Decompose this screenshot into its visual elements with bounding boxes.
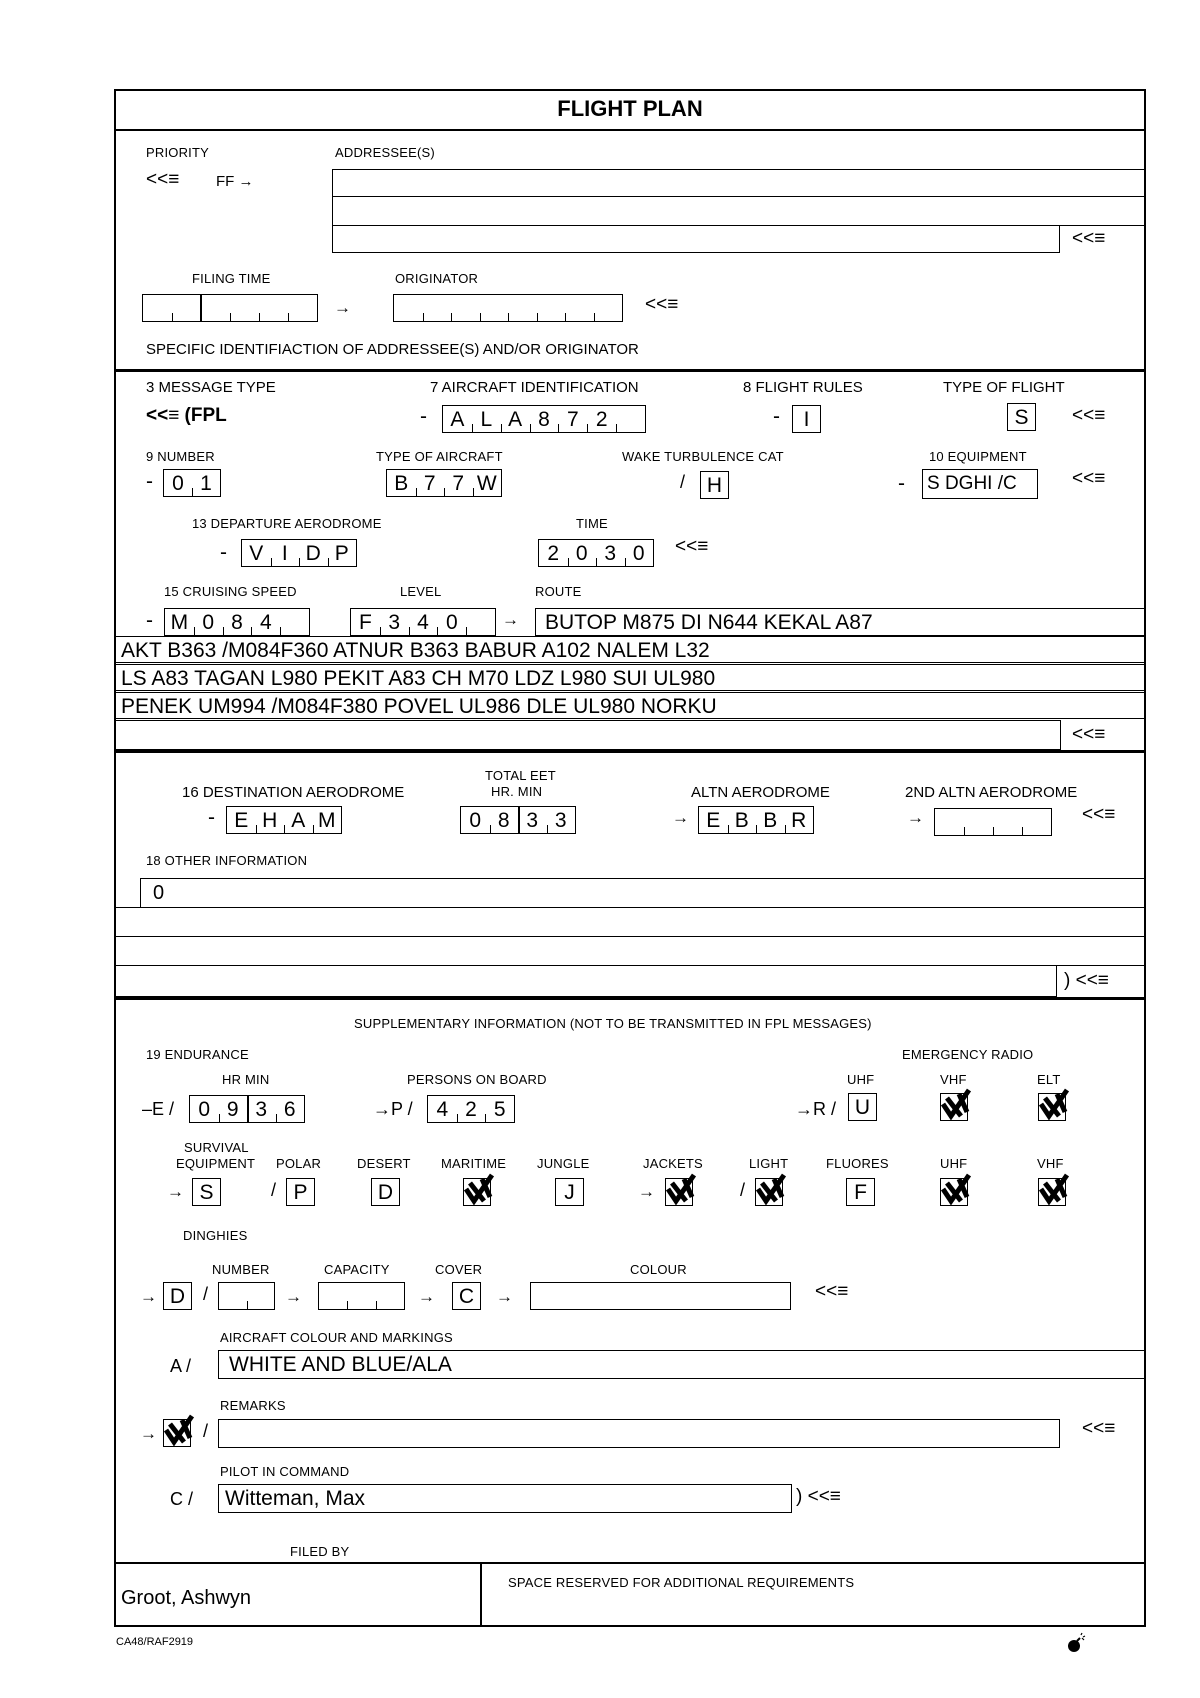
message-type-value: <<≡ (FPL: [146, 405, 227, 426]
jungle-field[interactable]: J: [555, 1178, 584, 1206]
divider: [114, 1562, 1146, 1564]
page-title: FLIGHT PLAN: [557, 96, 703, 121]
other-info-field-2[interactable]: [115, 907, 1146, 937]
equipment-label: 10 EQUIPMENT: [929, 449, 1027, 464]
dinghies-eol-symbol: <<≡: [815, 1281, 849, 1302]
aircraft-type-field[interactable]: B 7 7 W: [386, 469, 502, 497]
polar-label: POLAR: [276, 1156, 322, 1171]
crossed-out-icon: [664, 1173, 698, 1209]
light-slash: /: [740, 1180, 746, 1200]
colour-arrow: →: [496, 1287, 513, 1306]
dinghies-colour-field[interactable]: [530, 1282, 791, 1310]
cover-arrow: →: [418, 1287, 435, 1306]
dinghies-label: DINGHIES: [183, 1228, 248, 1243]
departure-field[interactable]: V I D P: [241, 539, 357, 567]
radio-elt-crossed[interactable]: [1038, 1093, 1066, 1121]
aircraft-colour-field[interactable]: WHITE AND BLUE/ALA: [218, 1350, 1146, 1379]
originator-field[interactable]: [393, 294, 623, 322]
uhf-label: UHF: [847, 1072, 875, 1087]
destination-field[interactable]: E H A M: [226, 806, 342, 834]
light-label: LIGHT: [749, 1156, 789, 1171]
pilot-eol-symbol: ) <<≡: [796, 1486, 841, 1507]
pilot-field[interactable]: Witteman, Max: [218, 1484, 792, 1513]
speed-dash: -: [146, 609, 153, 632]
supplementary-label: SUPPLEMENTARY INFORMATION (NOT TO BE TRANSMITTED IN FPL MESSAGES): [354, 1016, 872, 1031]
route-field-4[interactable]: PENEK UM994 /M084F380 POVEL UL986 DLE UL980 NORKU: [115, 692, 1145, 719]
total-eet-field[interactable]: 0 8 3 3: [460, 806, 576, 834]
cover-field[interactable]: C: [452, 1282, 481, 1310]
destination-label: 16 DESTINATION AERODROME: [182, 784, 405, 801]
capacity-label: CAPACITY: [324, 1262, 390, 1277]
dinghies-slash: /: [203, 1284, 209, 1304]
remarks-slash: /: [203, 1421, 209, 1441]
survival-field[interactable]: S: [192, 1178, 221, 1206]
colour-label: COLOUR: [630, 1262, 687, 1277]
time-label: TIME: [576, 516, 608, 531]
message-type-label: 3 MESSAGE TYPE: [146, 379, 276, 396]
aircraft-id-char: 7: [558, 406, 587, 432]
addressee-field-2[interactable]: [332, 196, 1146, 226]
radio-uhf-field[interactable]: U: [848, 1093, 877, 1121]
departure-time-field[interactable]: 2 0 3 0: [538, 539, 654, 567]
endurance-label: 19 ENDURANCE: [146, 1047, 249, 1062]
wake-cat-field[interactable]: H: [700, 471, 729, 499]
vhf-label-2: VHF: [1037, 1156, 1064, 1171]
item8-eol-symbol: <<≡: [1072, 405, 1106, 426]
item13-eol-symbol: <<≡: [675, 536, 709, 557]
survival-uhf-crossed[interactable]: [940, 1178, 968, 1206]
altn2-label: 2ND ALTN AERODROME: [905, 784, 1078, 801]
dinghies-field[interactable]: D: [163, 1282, 192, 1310]
maritime-crossed[interactable]: [463, 1178, 491, 1206]
divider: [114, 369, 1146, 372]
pilot-label: PILOT IN COMMAND: [220, 1464, 350, 1479]
addressees-label: ADDRESSEE(S): [335, 145, 435, 160]
altn-field[interactable]: E B B R: [698, 806, 814, 834]
elt-label: ELT: [1037, 1072, 1061, 1087]
other-info-field-1[interactable]: 0: [140, 878, 1146, 908]
addressee-eol-symbol: <<≡: [1072, 228, 1106, 249]
divider: [114, 750, 1146, 753]
dinghies-number-label: NUMBER: [212, 1262, 270, 1277]
jackets-label: JACKETS: [643, 1156, 703, 1171]
filed-by-value: Groot, Ashwyn: [121, 1587, 252, 1609]
route-field-2[interactable]: AKT B363 /M084F360 ATNUR B363 BABUR A102 NALEM L32: [115, 636, 1145, 663]
desert-field[interactable]: D: [371, 1178, 400, 1206]
item18-eol-symbol: ) <<≡: [1064, 970, 1109, 991]
route-eol-symbol: <<≡: [1072, 724, 1106, 745]
remarks-arrow: →: [140, 1424, 157, 1443]
equipment-dash: -: [898, 472, 905, 495]
aircraft-id-field[interactable]: [442, 405, 646, 433]
fluores-label: FLUORES: [826, 1156, 889, 1171]
level-field[interactable]: F 3 4 0: [350, 608, 496, 636]
filed-by-label: FILED BY: [290, 1544, 350, 1559]
number-field[interactable]: 0 1: [163, 469, 221, 497]
altn2-field[interactable]: [934, 808, 1052, 836]
remarks-eol-symbol: <<≡: [1082, 1418, 1116, 1439]
wake-cat-label: WAKE TURBULENCE CAT: [622, 449, 784, 464]
aircraft-id-char: L: [472, 406, 501, 432]
aircraft-id-dash: -: [420, 405, 427, 428]
altn-arrow: →: [672, 808, 689, 827]
filing-time-label: FILING TIME: [192, 271, 271, 286]
a-prefix: A /: [170, 1356, 192, 1376]
equipment-field[interactable]: S DGHI /C: [922, 469, 1038, 499]
endurance-prefix: –E /: [142, 1099, 175, 1119]
filing-time-field[interactable]: [142, 294, 318, 322]
light-crossed[interactable]: [755, 1178, 783, 1206]
maritime-label: MARITIME: [441, 1156, 507, 1171]
survival-arrow: →: [167, 1182, 184, 1201]
persons-field[interactable]: 4 2 5: [427, 1095, 515, 1123]
survival-vhf-crossed[interactable]: [1038, 1178, 1066, 1206]
uhf-label-2: UHF: [940, 1156, 968, 1171]
remarks-label: REMARKS: [220, 1398, 286, 1413]
fluores-field[interactable]: F: [846, 1178, 875, 1206]
flight-rules-dash: -: [773, 405, 780, 428]
aircraft-id-char: 2: [587, 406, 616, 432]
aircraft-id-char: A: [501, 406, 530, 432]
number-label: 9 NUMBER: [146, 449, 215, 464]
total-eet-sublabel: HR. MIN: [491, 784, 543, 799]
route-field-3[interactable]: LS A83 TAGAN L980 PEKIT A83 CH M70 LDZ L980 SUI UL980: [115, 664, 1145, 691]
crossed-out-icon: [162, 1414, 196, 1450]
space-reserved-label: SPACE RESERVED FOR ADDITIONAL REQUIREMENTS: [508, 1575, 855, 1590]
cruising-speed-field[interactable]: M 0 8 4: [164, 608, 310, 636]
priority-eol-symbol: <<≡: [146, 169, 180, 190]
destination-dash: -: [208, 806, 215, 829]
polar-field[interactable]: P: [286, 1178, 315, 1206]
capacity-field[interactable]: [318, 1282, 405, 1310]
departure-label: 13 DEPARTURE AERODROME: [192, 516, 382, 531]
crossed-out-icon: [939, 1173, 973, 1209]
survival-label-1: SURVIVAL: [184, 1140, 249, 1155]
endurance-field[interactable]: 0 9 3 6: [189, 1095, 305, 1123]
crossed-out-icon: [754, 1173, 788, 1209]
priority-label: PRIORITY: [146, 145, 209, 160]
number-dash: -: [146, 470, 153, 493]
dinghies-number-field[interactable]: [218, 1282, 275, 1310]
jackets-crossed[interactable]: [665, 1178, 693, 1206]
vhf-label: VHF: [940, 1072, 967, 1087]
divider: [114, 129, 1146, 131]
divider: [480, 1562, 482, 1627]
cover-label: COVER: [435, 1262, 483, 1277]
polar-slash: /: [271, 1180, 277, 1200]
departure-dash: -: [220, 541, 227, 564]
hr-min-label: HR MIN: [222, 1072, 270, 1087]
altn-label: ALTN AERODROME: [691, 784, 830, 801]
priority-value: FF →: [216, 173, 254, 190]
radio-vhf-crossed[interactable]: [940, 1093, 968, 1121]
divider: [114, 997, 1146, 1000]
filing-time-divider: [200, 294, 202, 322]
other-info-label: 18 OTHER INFORMATION: [146, 853, 308, 868]
level-label: LEVEL: [400, 584, 442, 599]
cruising-speed-label: 15 CRUISING SPEED: [164, 584, 297, 599]
aircraft-id-label: 7 AIRCRAFT IDENTIFICATION: [430, 379, 639, 396]
flight-rules-field[interactable]: I: [792, 405, 821, 433]
total-eet-divider: [518, 806, 520, 834]
endurance-divider: [247, 1095, 249, 1123]
route-label: ROUTE: [535, 584, 582, 599]
persons-prefix: →P /: [373, 1099, 413, 1119]
form-code: CA48/RAF2919: [116, 1636, 194, 1648]
crossed-out-icon: [1037, 1173, 1071, 1209]
radio-prefix: →R /: [795, 1099, 837, 1119]
addressee-field-3[interactable]: [332, 225, 1060, 253]
total-eet-label: TOTAL EET: [485, 768, 556, 783]
remarks-field[interactable]: [218, 1419, 1060, 1448]
other-info-field-3[interactable]: [115, 936, 1146, 966]
originator-eol-symbol: <<≡: [645, 294, 679, 315]
aircraft-id-char: A: [450, 408, 465, 431]
capacity-arrow: →: [285, 1287, 302, 1306]
emergency-radio-label: EMERGENCY RADIO: [902, 1047, 1034, 1062]
dinghies-arrow: →: [140, 1287, 157, 1306]
desert-label: DESERT: [357, 1156, 411, 1171]
route-arrow: →: [502, 610, 519, 629]
route-field-5[interactable]: [115, 720, 1061, 750]
bomb-icon: [1065, 1632, 1087, 1654]
crossed-out-icon: [462, 1173, 496, 1209]
addressee-field-1[interactable]: [332, 169, 1146, 197]
aircraft-colour-label: AIRCRAFT COLOUR AND MARKINGS: [220, 1330, 453, 1345]
jackets-arrow: →: [638, 1182, 655, 1201]
type-of-flight-label: TYPE OF FLIGHT: [943, 379, 1065, 396]
remarks-crossed[interactable]: [163, 1419, 191, 1447]
item16-eol-symbol: <<≡: [1082, 804, 1116, 825]
persons-label: PERSONS ON BOARD: [407, 1072, 547, 1087]
specific-id-label: SPECIFIC IDENTIFIACTION OF ADDRESSEE(S) AND/OR ORIGINATOR: [146, 341, 639, 358]
altn2-arrow: →: [907, 808, 924, 827]
flight-rules-label: 8 FLIGHT RULES: [743, 379, 863, 396]
jungle-label: JUNGLE: [537, 1156, 590, 1171]
wake-slash: /: [680, 472, 686, 492]
crossed-out-icon: [1037, 1088, 1071, 1124]
other-info-field-4[interactable]: [115, 965, 1057, 997]
c-prefix: C /: [170, 1489, 194, 1509]
type-of-flight-field[interactable]: S: [1007, 403, 1036, 431]
item10-eol-symbol: <<≡: [1072, 468, 1106, 489]
originator-label: ORIGINATOR: [395, 271, 479, 286]
route-field-1[interactable]: BUTOP M875 DI N644 KEKAL A87: [535, 608, 1146, 636]
type-of-aircraft-label: TYPE OF AIRCRAFT: [376, 449, 503, 464]
aircraft-id-char: [616, 406, 645, 432]
aircraft-id-char: 8: [530, 406, 559, 432]
filing-arrow: →: [334, 298, 351, 317]
survival-label-2: EQUIPMENT: [176, 1156, 256, 1171]
crossed-out-icon: [939, 1088, 973, 1124]
